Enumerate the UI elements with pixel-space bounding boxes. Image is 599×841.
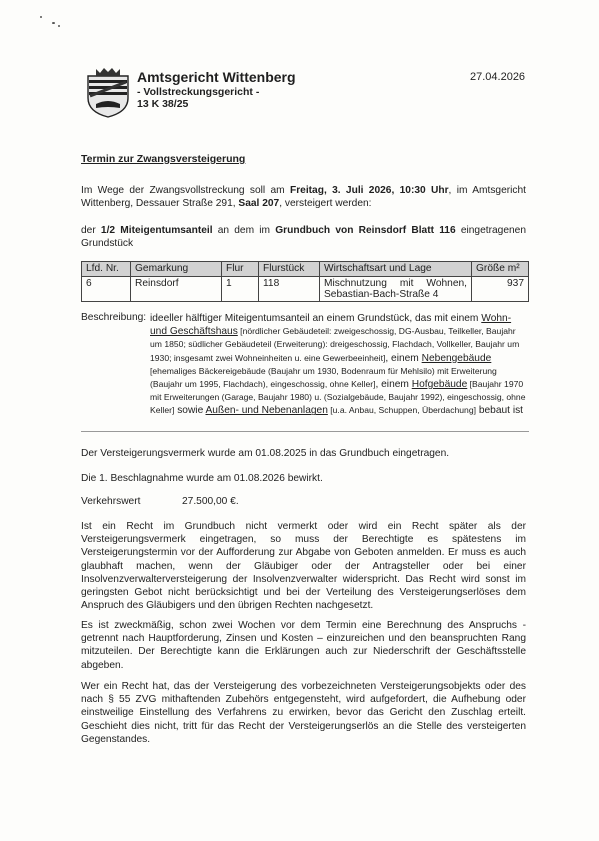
case-number: 13 K 38/25 (137, 98, 189, 110)
col-groesse: Größe m² (472, 262, 529, 277)
lage-line-1: Mischnutzung mit Wohnen, (324, 278, 467, 289)
share-label: 1/2 Miteigentumsanteil (100, 225, 213, 236)
col-lfd-nr: Lfd. Nr. (82, 262, 131, 277)
coat-of-arms-icon (86, 68, 130, 118)
cell-nr: 6 (82, 277, 131, 302)
land-register: Grundbuch von Reinsdorf Blatt 116 (275, 225, 456, 236)
intro-paragraph: Im Wege der Zwangsvollstreckung soll am Freitag, 3. Juli 2026, 10:30 Uhr, im Amtsgericht Wittenberg, Dessauer Straße 291, Saal 207, versteigert werden: (81, 185, 526, 210)
page-title: Termin zur Zwangsversteigerung (81, 153, 246, 165)
court-department: - Vollstreckungsgericht - (137, 86, 260, 98)
table-row (82, 277, 529, 302)
verkehrswert-label: Verkehrswert (81, 496, 141, 507)
cell-lage (320, 277, 472, 302)
description-text: ideeller hälftiger Miteigentumsanteil an einem Grundstück, das mit einem Wohn- und Geschäftshaus [nördlicher Gebäudeteil: zweigeschossig, DG-Ausbau, Teilkeller, Baujahr um 1850; südlicher Gebäudeteil (Erweiterung): dreigeschossig, Flachdach, Vollkeller, Baujahr um 1930; insgesamt zwei Wohneinheiten u. eine Gewerbeeinheit], einem Nebengebäude [ehemaliges Bäckereigebäude (Baujahr um 1930, Bodenraum für Mehlsilo) mit Erweiterung (Baujahr um 1995, Flachdach), eingeschossig, ohne Keller], einem Hofgebäude [Baujahr 1970 mit Erweiterungen (Garage, Baujahr 1980) u. (Sozialgebäude, Baujahr 1992), eingeschossig, ohne Keller] sowie Außen- und Nebenanlagen [u.a. Anbau, Schuppen, Überdachung] bebaut ist (150, 313, 526, 417)
building-wohn-geschaeftshaus: Wohn- und Geschäftshaus (150, 313, 512, 338)
vermerk-text: Der Versteigerungsvermerk wurde am 01.08.2025 in das Grundbuch eingetragen. (81, 448, 450, 459)
cell-flurstueck: 118 (259, 277, 320, 302)
table-header-row (82, 262, 529, 277)
divider (81, 431, 529, 432)
building-hofgebaeude: Hofgebäude (411, 379, 468, 391)
description-label: Beschreibung: (81, 312, 147, 323)
lage-line-2: Sebastian-Bach-Straße 4 (324, 289, 439, 300)
object-paragraph: der 1/2 Miteigentumsanteil an dem im Grundbuch von Reinsdorf Blatt 116 eingetragenen Grundstück (81, 225, 526, 250)
col-flurstueck: Flurstück (259, 262, 320, 277)
building-aussenanlagen: Außen- und Nebenanlagen (205, 405, 328, 417)
cell-flur: 1 (222, 277, 259, 302)
scan-speck (52, 22, 55, 24)
document-date: 27.04.2026 (470, 71, 526, 83)
auction-date: Freitag, 3. Juli 2026, 10:30 Uhr (289, 185, 449, 196)
beschlagnahme-text: Die 1. Beschlagnahme wurde am 01.08.2026 bewirkt. (81, 473, 323, 484)
scan-speck (58, 25, 60, 27)
col-flur: Flur (222, 262, 259, 277)
cell-groesse: 937 (472, 277, 529, 302)
col-lage: Wirtschaftsart und Lage (320, 262, 472, 277)
berechnung-paragraph: Es ist zweckmäßig, schon zwei Wochen vor dem Termin eine Berechnung des Anspruchs - getrennt nach Hauptforderung, Zinsen und Kosten – einzureichen und den beanspruchten Rang mitzuteilen. Der Berechtigte kann die Erklärungen auch zur Niederschrift der Geschäftsstelle abgeben. (81, 620, 526, 671)
auction-room: Saal 207 (238, 198, 280, 210)
court-name: Amtsgericht Wittenberg (137, 69, 296, 85)
scan-speck (40, 16, 42, 18)
aufhebung-paragraph: Wer ein Recht hat, das der Versteigerung des vorbezeichneten Versteigerungsobjekts oder des nach § 55 ZVG mithaftenden Zubehörs entgegensteht, wird aufgefordert, die Aufhebung oder einstweilige Einstellung des Verfahrens zu erwirken, bevor das Gericht den Zuschlag erteilt. Geschieht dies nicht, tritt für das Recht der Versteigerungserlös an die Stelle des versteigerten Gegenstandes. (81, 681, 526, 745)
building-nebengebaeude: Nebengebäude (421, 352, 492, 364)
property-table (81, 261, 529, 302)
verkehrswert-value: 27.500,00 €. (182, 496, 239, 507)
col-gemarkung: Gemarkung (131, 262, 222, 277)
recht-paragraph: Ist ein Recht im Grundbuch nicht vermerkt oder wird ein Recht später als der Versteigerungsvermerk eingetragen, so muss der Berechtigte es spätestens im Versteigerungstermin vor der Aufforderung zur Abgabe von Geboten anmelden. Er muss es auch glaubhaft machen, wenn der Gläubiger oder der Antragsteller oder bei einer Insolvenzverwalterversteigerung der Insolvenzverwalter widerspricht. Das Recht wird sonst im geringsten Gebot nicht berücksichtigt und bei der Verteilung des Versteigerungserlöses dem Anspruch des Gläubigers und den übrigen Rechten nachgesetzt. (81, 521, 526, 612)
cell-gemarkung: Reinsdorf (131, 277, 222, 302)
